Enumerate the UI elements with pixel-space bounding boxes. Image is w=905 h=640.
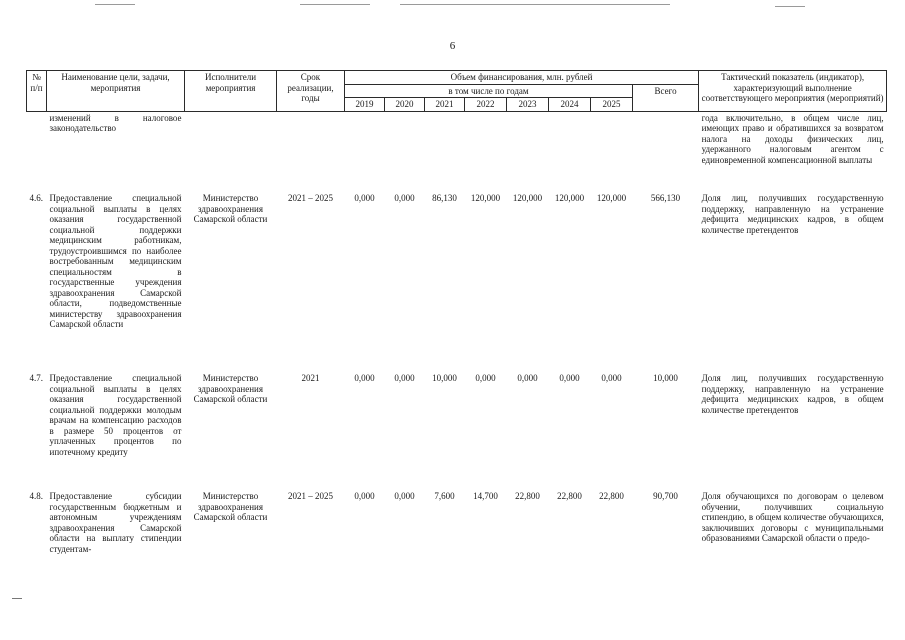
row-period: 2021 – 2025 xyxy=(288,193,333,203)
row-number: 4.8. xyxy=(29,491,43,501)
header-year: 2025 xyxy=(591,98,633,112)
row-value-2019: 0,000 xyxy=(354,373,375,383)
header-total: Всего xyxy=(633,84,699,111)
row-period: 2021 xyxy=(301,373,320,383)
scan-line xyxy=(775,6,805,7)
header-year: 2023 xyxy=(507,98,549,112)
row-value-2023: 120,000 xyxy=(512,193,543,203)
row-number: 4.7. xyxy=(29,373,43,383)
header-year: 2019 xyxy=(345,98,385,112)
row-value-2024: 22,800 xyxy=(557,491,582,501)
row-number: 4.6. xyxy=(29,193,43,203)
row-executor: Министерство здравоохранения Самарской области xyxy=(193,193,268,224)
row-indicator: Доля обучающихся по договорам о целевом обучении, получивших социальную стипендию, в общем количестве обучающихся, заключивших договоры с муниципальными образованиями Самарской области о предо- xyxy=(701,491,884,543)
row-value-2025: 0,000 xyxy=(601,373,622,383)
continuation-indicator: года включительно, в общем числе лиц, имеющих право и обратившихся за возвратом налога на доходы физических лиц, удержанного налоговым агентом с единовременной компенсационной выплаты xyxy=(701,112,884,165)
header-year: 2024 xyxy=(549,98,591,112)
row-value-2021: 86,130 xyxy=(432,193,457,203)
header-year: 2020 xyxy=(385,98,425,112)
row-value-2019: 0,000 xyxy=(354,193,375,203)
row-name: Предоставление специальной социальной выплаты в целях оказания государственной социальной поддержки медицинским работникам, трудоустроившимся по наиболее востребованным медицинским специальностям в государственные учреждения здравоохранения Самарской области, подведомственные министерству здравоохранения Самарской области xyxy=(49,193,182,329)
row-value-2022: 120,000 xyxy=(470,193,501,203)
row-value-2023: 22,800 xyxy=(515,491,540,501)
row-value-2019: 0,000 xyxy=(354,491,375,501)
scan-line xyxy=(300,4,370,5)
row-executor: Министерство здравоохранения Самарской области xyxy=(193,491,268,522)
row-value-2024: 0,000 xyxy=(559,373,580,383)
row-value-2020: 0,000 xyxy=(394,373,415,383)
header-year: 2022 xyxy=(465,98,507,112)
row-value-2024: 120,000 xyxy=(554,193,585,203)
table-row-4-8 xyxy=(27,481,887,561)
row-indicator: Доля лиц, получивших государственную поддержку, направленную на устранение дефицита медицинских кадров, в общем количестве претендентов xyxy=(701,373,884,415)
row-value-2025: 22,800 xyxy=(599,491,624,501)
header-funding: Объем финансирования, млн. рублей xyxy=(345,71,699,85)
row-total: 566,130 xyxy=(650,193,681,203)
scan-line xyxy=(95,4,135,5)
row-value-2021: 7,600 xyxy=(434,491,455,501)
header-by-years: в том числе по годам xyxy=(345,84,633,98)
header-no: № п/п xyxy=(27,71,47,112)
row-value-2025: 120,000 xyxy=(596,193,627,203)
header-indicator: Тактический показатель (индикатор), характеризующий выполнение соответствующего мероприятия (мероприятий) xyxy=(699,71,887,112)
header-year: 2021 xyxy=(425,98,465,112)
row-value-2023: 0,000 xyxy=(517,373,538,383)
header-name: Наименование цели, задачи, мероприятия xyxy=(47,71,185,112)
row-name: Предоставление специальной социальной выплаты в целях оказания государственной социальной поддержки молодым врачам на компенсацию расходов в размере 50 процентов от уплаченных процентов по ипотечному кредиту xyxy=(49,373,182,457)
row-value-2021: 10,000 xyxy=(432,373,457,383)
page-number: 6 xyxy=(449,40,456,52)
row-total: 10,000 xyxy=(653,373,678,383)
continuation-name: изменений в налоговое законодательство xyxy=(49,112,182,133)
row-period: 2021 – 2025 xyxy=(288,491,333,501)
scan-mark xyxy=(12,598,22,599)
table-row-4-6 xyxy=(27,183,887,363)
row-value-2020: 0,000 xyxy=(394,193,415,203)
header-row-1 xyxy=(27,71,887,85)
row-executor: Министерство здравоохранения Самарской области xyxy=(193,373,268,404)
continuation-row xyxy=(27,111,887,183)
row-value-2022: 0,000 xyxy=(475,373,496,383)
header-executors: Исполнители мероприятия xyxy=(185,71,277,112)
row-value-2022: 14,700 xyxy=(473,491,498,501)
scan-line xyxy=(400,4,670,5)
table-row-4-7 xyxy=(27,363,887,481)
row-indicator: Доля лиц, получивших государственную поддержку, направленную на устранение дефицита медицинских кадров, в общем количестве претендентов xyxy=(701,193,884,235)
funding-table xyxy=(26,70,887,561)
row-total: 90,700 xyxy=(653,491,678,501)
row-value-2020: 0,000 xyxy=(394,491,415,501)
row-name: Предоставление субсидии государственным бюджетным и автономным учреждениям здравоохранения Самарской области на выплату стипендии студентам- xyxy=(49,491,182,554)
header-period: Срок реализации, годы xyxy=(277,71,345,112)
